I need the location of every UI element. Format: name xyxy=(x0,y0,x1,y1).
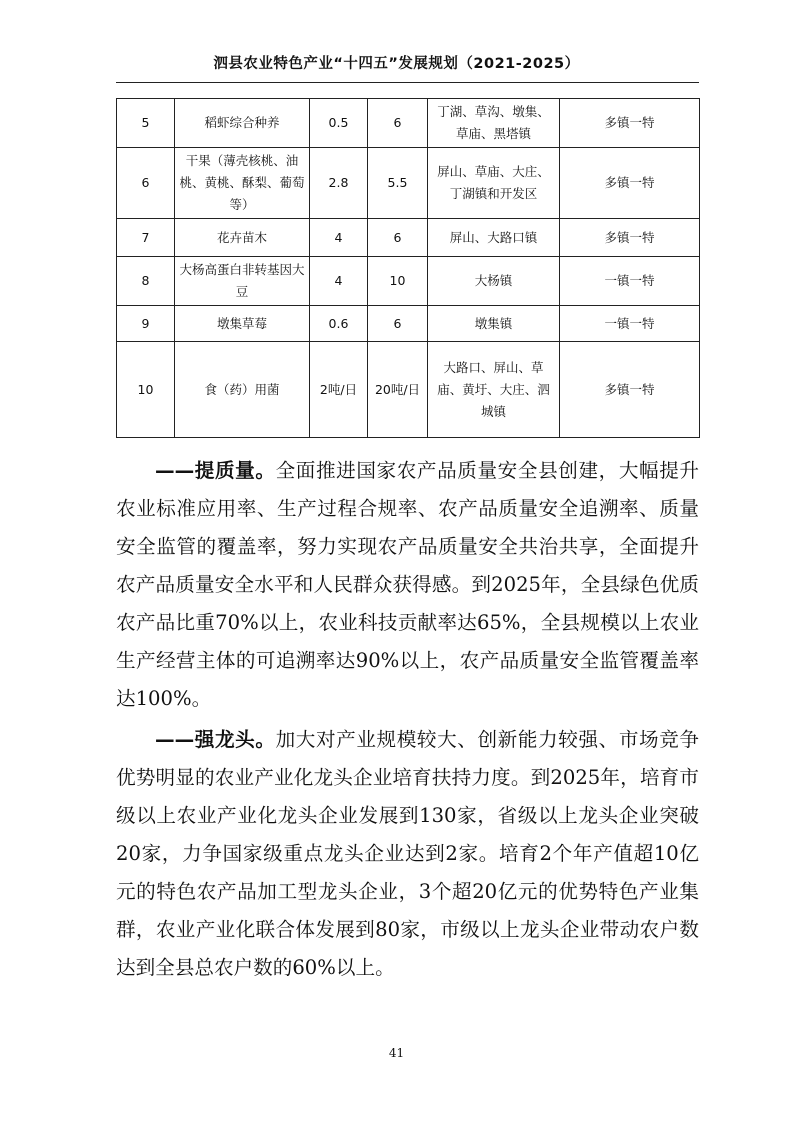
cell-mode: 多镇一特 xyxy=(560,342,700,438)
cell-name: 稻虾综合种养 xyxy=(175,99,310,148)
cell-value-2: 5.5 xyxy=(368,148,428,219)
table-row xyxy=(117,219,700,257)
body-text xyxy=(116,452,699,990)
cell-value-1: 0.5 xyxy=(310,99,368,148)
cell-mode: 一镇一特 xyxy=(560,257,700,306)
cell-value-1: 0.6 xyxy=(310,306,368,342)
cell-value-2: 6 xyxy=(368,306,428,342)
cell-mode: 多镇一特 xyxy=(560,219,700,257)
paragraph-leaders xyxy=(116,721,699,987)
cell-no: 9 xyxy=(117,306,175,342)
cell-towns: 丁湖、草沟、墩集、草庙、黑塔镇 xyxy=(428,99,560,148)
cell-value-2: 6 xyxy=(368,99,428,148)
cell-value-1: 4 xyxy=(310,257,368,306)
cell-name: 花卉苗木 xyxy=(175,219,310,257)
header-rule xyxy=(116,82,699,83)
table-row xyxy=(117,306,700,342)
cell-towns: 大路口、屏山、草庙、黄圩、大庄、泗城镇 xyxy=(428,342,560,438)
cell-no: 8 xyxy=(117,257,175,306)
text-leaders: 加大对产业规模较大、创新能力较强、市场竞争优势明显的农业产业化龙头企业培育扶持力度。到2025年，培育市级以上农业产业化龙头企业发展到130家，省级以上龙头企业突破20家，力争国家级重点龙头企业达到2家。培育2个年产值超10亿元的特色农产品加工型龙头企业，3个超20亿元的优势特色产业集群，农业产业化联合体发展到80家，市级以上龙头企业带动农户数达到全县总农户数的60%以上。 xyxy=(116,728,700,979)
cell-value-2: 20吨/日 xyxy=(368,342,428,438)
cell-towns: 屏山、草庙、大庄、丁湖镇和开发区 xyxy=(428,148,560,219)
cell-mode: 多镇一特 xyxy=(560,99,700,148)
cell-name: 干果（薄壳核桃、油桃、黄桃、酥梨、葡萄等） xyxy=(175,148,310,219)
table-row xyxy=(117,257,700,306)
cell-towns: 大杨镇 xyxy=(428,257,560,306)
page-header-title: 泗县农业特色产业“十四五”发展规划（2021-2025） xyxy=(213,56,580,72)
cell-value-1: 4 xyxy=(310,219,368,257)
cell-no: 6 xyxy=(117,148,175,219)
cell-name: 大杨高蛋白非转基因大豆 xyxy=(175,257,310,306)
cell-mode: 多镇一特 xyxy=(560,148,700,219)
industry-table xyxy=(116,98,700,438)
text-quality: 全面推进国家农产品质量安全县创建，大幅提升农业标准应用率、生产过程合规率、农产品质量安全追溯率、质量安全监管的覆盖率，努力实现农产品质量安全共治共享，全面提升农产品质量安全水平和人民群众获得感。到2025年，全县绿色优质农产品比重70%以上，农业科技贡献率达65%，全县规模以上农业生产经营主体的可追溯率达90%以上，农产品质量安全监管覆盖率达100%。 xyxy=(116,459,700,710)
lead-quality: ——提质量。 xyxy=(155,459,276,482)
cell-no: 5 xyxy=(117,99,175,148)
cell-value-2: 10 xyxy=(368,257,428,306)
table-row xyxy=(117,148,700,219)
cell-value-2: 6 xyxy=(368,219,428,257)
page-number: 41 xyxy=(388,1046,405,1060)
table-row xyxy=(117,99,700,148)
cell-name: 食（药）用菌 xyxy=(175,342,310,438)
cell-no: 7 xyxy=(117,219,175,257)
cell-name: 墩集草莓 xyxy=(175,306,310,342)
table-row xyxy=(117,342,700,438)
cell-value-1: 2.8 xyxy=(310,148,368,219)
cell-towns: 墩集镇 xyxy=(428,306,560,342)
lead-leaders: ——强龙头。 xyxy=(155,728,276,751)
cell-towns: 屏山、大路口镇 xyxy=(428,219,560,257)
cell-no: 10 xyxy=(117,342,175,438)
cell-mode: 一镇一特 xyxy=(560,306,700,342)
paragraph-quality xyxy=(116,452,699,718)
cell-value-1: 2吨/日 xyxy=(310,342,368,438)
